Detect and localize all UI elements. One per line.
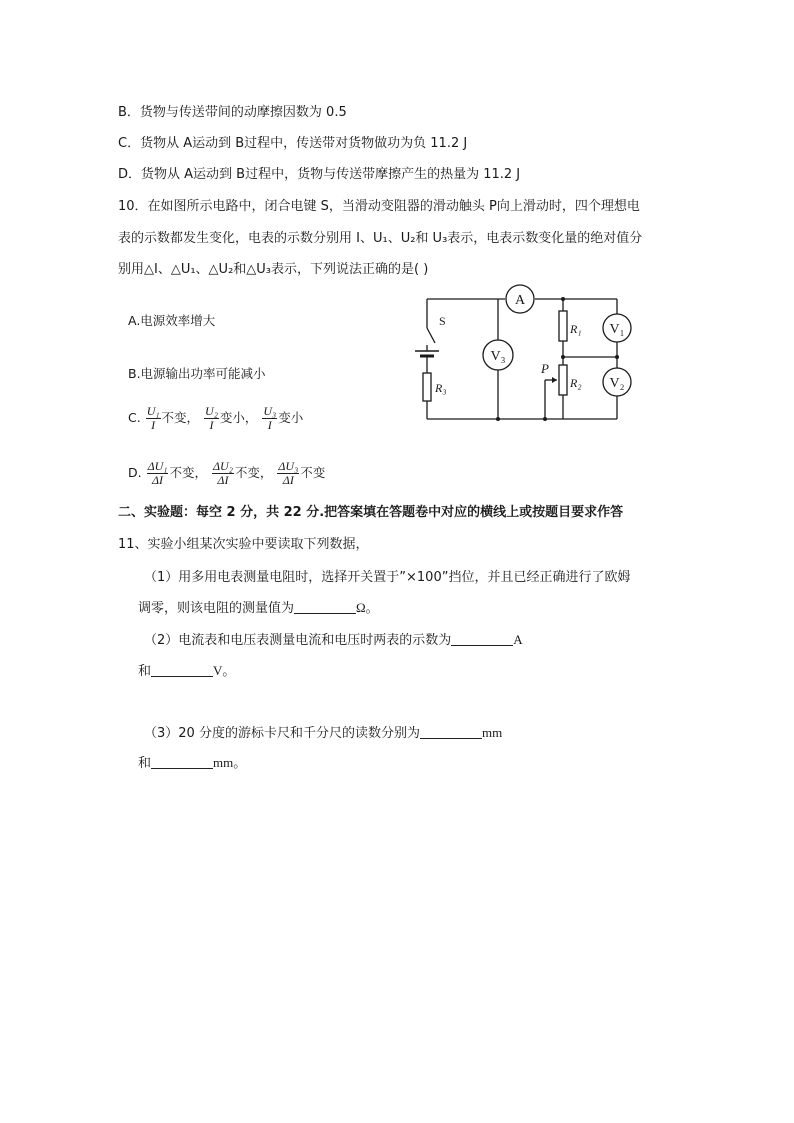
- q10-option-d-prefix: D.: [128, 465, 142, 480]
- fraction-denominator: ΔI: [217, 473, 229, 487]
- q9-option-b: B．货物与传送带间的动摩擦因数为 0.5: [118, 105, 347, 120]
- answer-blank[interactable]: [151, 662, 213, 677]
- fraction-suffix: 变小: [278, 410, 304, 425]
- answer-blank[interactable]: [294, 599, 356, 614]
- v3-label: V₃: [490, 349, 506, 364]
- fraction-suffix: 不变，: [169, 465, 207, 480]
- fraction-denominator: ΔI: [152, 473, 164, 487]
- answer-blank[interactable]: [451, 631, 513, 646]
- q10-c-fraction-1: [146, 405, 161, 432]
- q11-stem: 11、实验小组某次实验中要读取下列数据，: [118, 537, 369, 552]
- fraction-numerator: U₃: [263, 404, 277, 418]
- ammeter-label: A: [514, 293, 526, 308]
- fraction-denominator: I: [151, 418, 156, 432]
- q10-option-c-prefix: C.: [128, 410, 141, 425]
- q10-stem-line3: 别用△I、△U₁、△U₂和△U₃表示，下列说法正确的是( ): [118, 262, 429, 277]
- q10-option-d: [128, 460, 325, 487]
- q10-stem-line2: 表的示数都发生变化，电表的示数分别用 I、U₁、U₂和 U₃表示，电表示数变化量的绝对值分: [118, 231, 643, 246]
- fraction-numerator: ΔU₃: [278, 459, 299, 473]
- q11-part1-unit: Ω。: [356, 600, 379, 615]
- q11-part3-line1: [144, 723, 502, 744]
- v2-label: V₂: [609, 376, 625, 391]
- fraction-numerator: U₂: [205, 404, 218, 418]
- q11-part2-and: 和: [138, 664, 152, 679]
- r1-label: R₁: [570, 322, 582, 336]
- p-label: P: [541, 361, 549, 376]
- fraction-denominator: I: [267, 418, 272, 432]
- q11-part2-line2: [138, 661, 235, 682]
- fraction-numerator: U₁: [146, 404, 160, 418]
- switch-blade: [427, 328, 435, 343]
- q10-c-fraction-2: [204, 405, 219, 432]
- q10-d-fraction-1: [147, 460, 169, 487]
- junction-dot: [561, 355, 565, 359]
- switch-label: S: [439, 314, 446, 328]
- q11-part2-unit-v: V。: [213, 663, 236, 678]
- fraction-suffix: 不变，: [161, 410, 200, 425]
- q9-option-d: D．货物从 A运动到 B过程中，货物与传送带摩擦产生的热量为 11.2 J: [118, 167, 521, 182]
- fraction-suffix: 不变，: [234, 465, 273, 480]
- section-heading: 二、实验题：每空 2 分，共 22 分.把答案填在答题卷中对应的横线上或按题目要求作答: [118, 505, 624, 520]
- q10-option-a: A.电源效率增大: [128, 313, 216, 328]
- fraction-suffix: 变小，: [219, 410, 258, 425]
- slider-arrowhead: [552, 377, 557, 383]
- answer-blank[interactable]: [151, 754, 213, 769]
- q9-option-c: C．货物从 A运动到 B过程中，传送带对货物做功为负 11.2 J: [118, 136, 468, 151]
- r2-label: R₂: [570, 376, 582, 390]
- junction-dot: [561, 297, 565, 301]
- circuit-diagram: [405, 283, 635, 428]
- q10-option-c: [128, 405, 303, 432]
- q10-d-fraction-2: [212, 460, 234, 487]
- resistor-r1: [559, 311, 567, 341]
- q11-part1-line2: [138, 598, 379, 619]
- q10-option-b: B.电源输出功率可能减小: [128, 366, 266, 381]
- resistor-r3: [423, 373, 431, 401]
- junction-dot: [615, 355, 619, 359]
- r3-label: R₃: [435, 381, 447, 395]
- q11-part2-unit-a: A: [513, 632, 523, 647]
- q10-stem-line1: 10．在如图所示电路中，闭合电键 S，当滑动变阻器的滑动触头 P向上滑动时，四个理想电: [118, 199, 640, 214]
- v1-label: V₁: [609, 322, 625, 337]
- resistor-r2: [559, 365, 567, 395]
- q10-c-fraction-3: [262, 405, 277, 432]
- junction-dot: [496, 417, 500, 421]
- q11-part3-and: 和: [138, 756, 152, 771]
- q11-part3-unit-2: mm。: [213, 755, 247, 770]
- q11-part3-line2: [138, 753, 246, 774]
- q11-part3-text: （3）20 分度的游标卡尺和千分尺的读数分别为: [144, 726, 420, 741]
- fraction-denominator: ΔI: [282, 473, 294, 487]
- q11-part3-unit-1: mm: [481, 725, 503, 740]
- junction-dot: [543, 417, 547, 421]
- fraction-numerator: ΔU₂: [212, 459, 233, 473]
- fraction-numerator: ΔU₁: [147, 459, 168, 473]
- q11-part1-line1: （1）用多用电表测量电阻时，选择开关置于”×100”挡位，并且已经正确进行了欧姆: [144, 570, 631, 585]
- fraction-denominator: I: [209, 418, 214, 432]
- q11-part1-text: 调零，则该电阻的测量值为: [138, 601, 295, 616]
- fraction-suffix: 不变: [300, 465, 326, 480]
- q11-part2-text: （2）电流表和电压表测量电流和电压时两表的示数为: [144, 633, 452, 648]
- q11-part2-line1: [144, 630, 523, 651]
- answer-blank[interactable]: [420, 724, 482, 739]
- q10-d-fraction-3: [277, 460, 299, 487]
